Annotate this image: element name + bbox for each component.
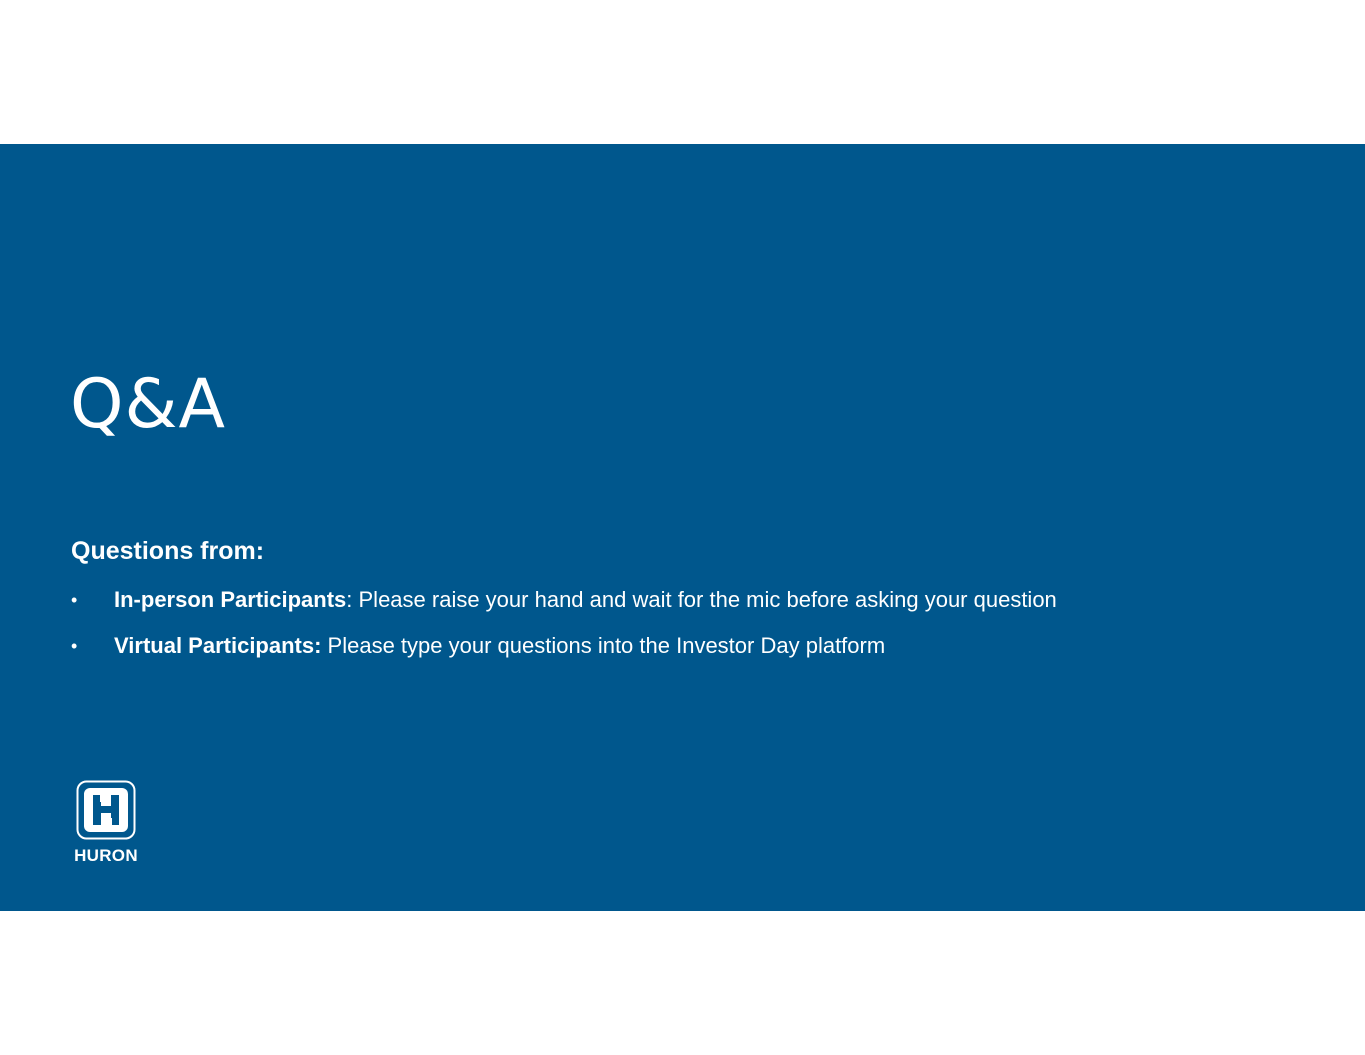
bullet-text-in-person: : Please raise your hand and wait for the mic before asking your question <box>346 587 1057 612</box>
huron-logo <box>70 780 142 866</box>
bullet-text-virtual: Please type your questions into the Investor Day platform <box>321 633 886 658</box>
huron-logo-icon <box>76 780 136 840</box>
bullet-marker: • <box>71 590 78 610</box>
bullet-marker: • <box>71 636 78 656</box>
huron-wordmark: HURON <box>74 846 138 865</box>
bullet-in-person <box>71 585 1057 615</box>
bullet-label-in-person: In-person Participants <box>114 587 347 612</box>
bullet-virtual <box>71 631 1057 661</box>
slide-title: Q&A <box>70 365 227 444</box>
questions-heading: Questions from: <box>71 537 265 565</box>
bullet-list <box>71 585 1057 677</box>
slide-panel <box>0 144 1365 911</box>
bullet-label-virtual: Virtual Participants: <box>114 633 322 658</box>
